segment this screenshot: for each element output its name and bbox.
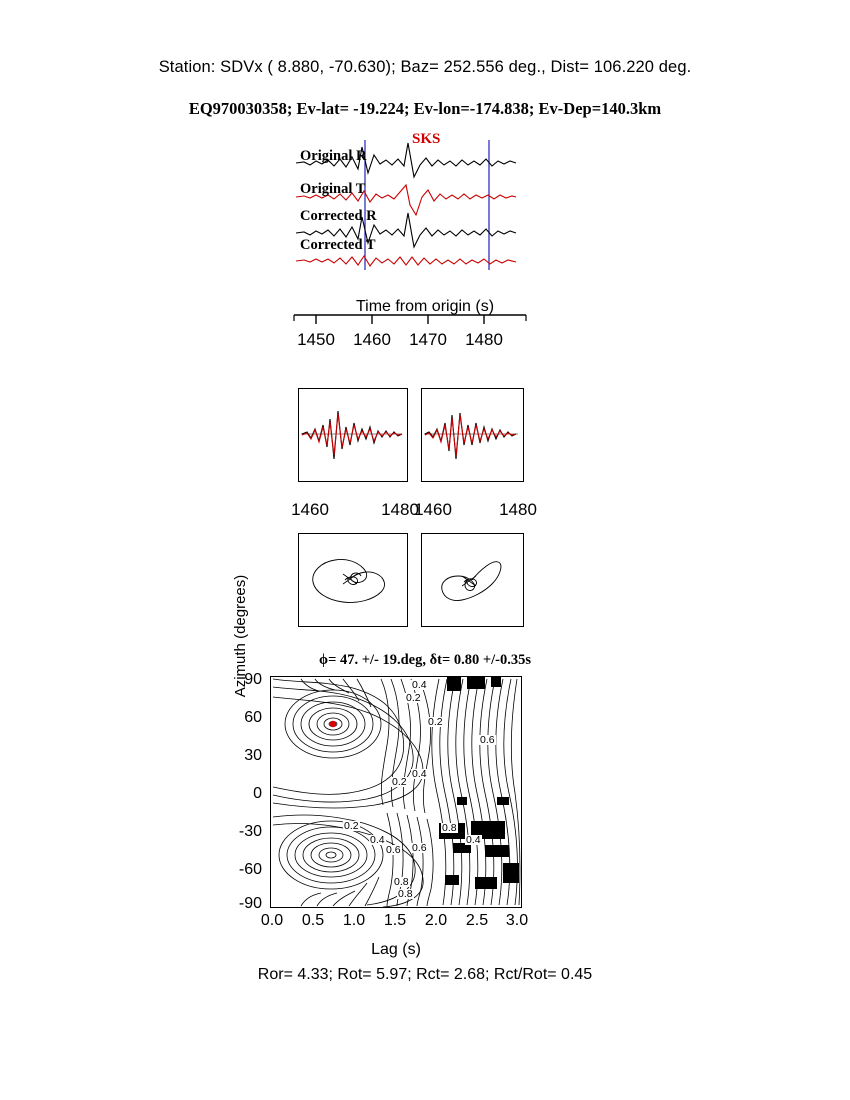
contour-label-4: 0.2 [392,776,407,788]
time-tick-1460: 1460 [353,330,391,349]
xtick-0-5: 0.5 [301,912,325,929]
contour-label-13: 0.8 [394,876,409,888]
contour-title: ϕ= 47. +/- 19.deg, δt= 0.80 +/-0.35s [319,652,531,668]
panel-left-tick-1480: 1480 [381,500,419,519]
xtick-2-5: 2.5 [465,912,489,929]
time-axis [290,305,530,327]
time-axis-label: Time from origin (s) [355,298,495,315]
panel-fast-slow-uncorrected-traces [299,389,404,478]
xtick-1-0: 1.0 [342,912,366,929]
ytick-30: 30 [244,747,262,764]
contour-label-11: 0.4 [466,834,481,846]
time-tick-1480: 1480 [465,330,503,349]
contour-label-14: 0.8 [398,888,413,900]
trace-label-original-r: Original R [300,148,367,164]
trace-label-corrected-r: Corrected R [300,208,377,224]
ytick-neg90: -90 [238,895,262,912]
ytick-neg60: -60 [238,861,262,878]
time-tick-labels [290,330,530,354]
contour-xlabel: Lag (s) [371,941,421,958]
contour-label-6: 0.6 [480,734,495,746]
panel-particle-motion-uncorrected [298,533,408,627]
contour-label-2: 0.2 [406,692,421,704]
contour-label-3: 0.2 [428,716,443,728]
contour-label-8: 0.4 [370,834,385,846]
panel-particle-motion-corrected [421,533,524,627]
contour-lines [271,677,521,907]
contour-plot-area [270,676,522,908]
contour-label-12: 0.6 [412,842,427,854]
contour-label-9: 0.6 [386,844,401,856]
contour-ytick-labels [222,671,266,912]
contour-label-7: 0.2 [344,820,359,832]
particle-motion-uncorrected-curve [299,534,404,623]
station-header-line: Station: SDVx ( 8.880, -70.630); Baz= 252.556 deg., Dist= 106.220 deg. [158,58,692,76]
ratio-footer: Ror= 4.33; Rot= 5.97; Rct= 2.68; Rct/Rot= 0.45 [257,966,593,983]
xtick-3-0: 3.0 [505,912,529,929]
trace-label-original-t: Original T [300,181,366,197]
ytick-neg30: -30 [238,823,262,840]
panel-left-tick-labels [291,500,422,522]
ytick-90: 90 [244,671,262,688]
contour-panel [270,676,522,908]
xtick-1-5: 1.5 [383,912,407,929]
panel-fast-slow-corrected [421,388,524,482]
time-tick-1450: 1450 [297,330,335,349]
panel-left-tick-1460: 1460 [291,500,329,519]
contour-xtick-labels [260,912,529,934]
xtick-0-0: 0.0 [260,912,284,929]
panel-right-tick-labels [414,500,545,522]
panel-fast-slow-corrected-traces [422,389,520,478]
best-fit-marker [330,721,336,727]
particle-motion-corrected-curve [422,534,520,623]
event-header-line: EQ970030358; Ev-lat= -19.224; Ev-lon=-174.838; Ev-Dep=140.3km [188,99,662,118]
ytick-0: 0 [253,785,262,802]
ytick-60: 60 [244,709,262,726]
trace-label-corrected-t: Corrected T [300,237,376,253]
contour-label-10: 0.8 [442,822,457,834]
xtick-2-0: 2.0 [424,912,448,929]
time-tick-1470: 1470 [409,330,447,349]
sks-phase-label: SKS [412,131,441,147]
contour-label-1: 0.4 [412,679,427,691]
panel-right-tick-1480: 1480 [499,500,537,519]
panel-right-tick-1460: 1460 [414,500,452,519]
panel-fast-slow-uncorrected [298,388,408,482]
contour-label-5: 0.4 [412,768,427,780]
contour-ylabel: Azimuth (degrees) [232,574,249,698]
